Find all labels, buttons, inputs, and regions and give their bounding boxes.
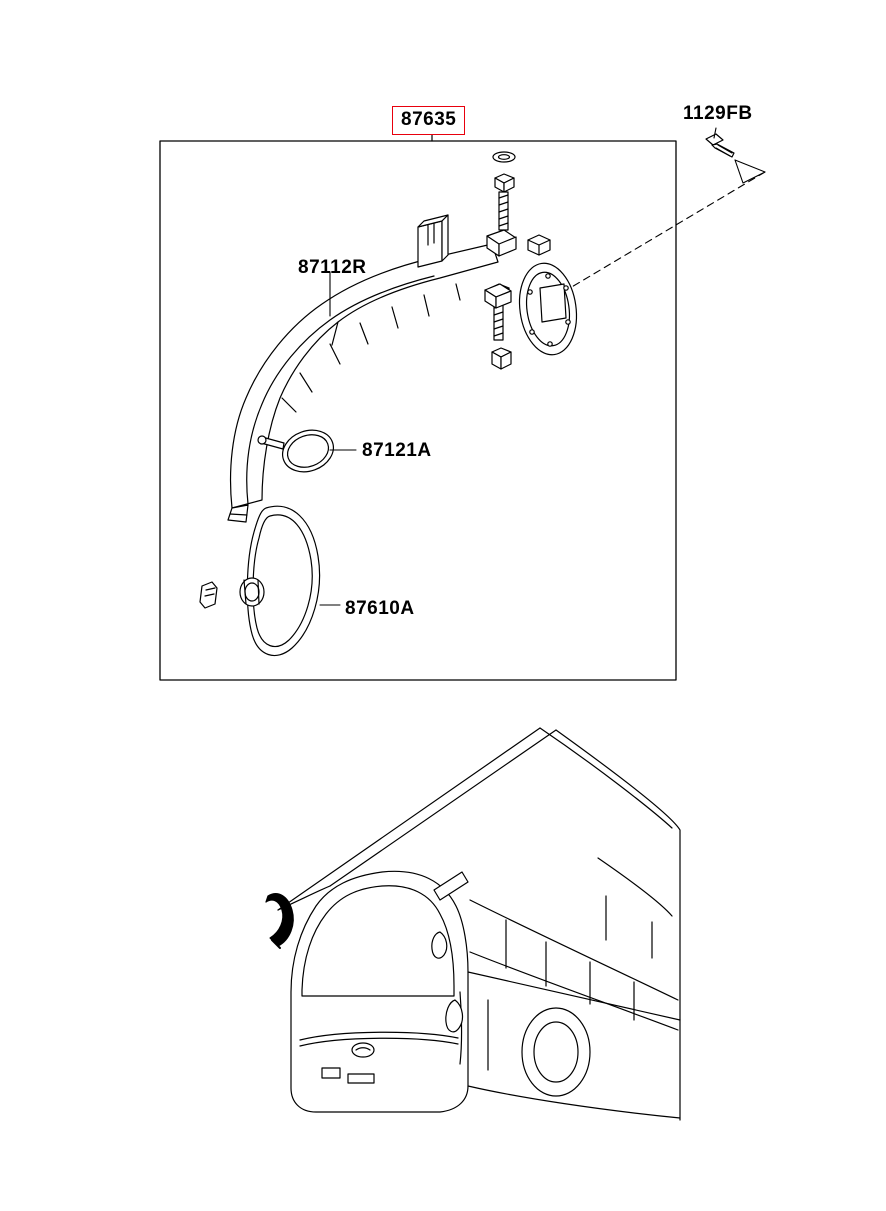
main-panel-frame: [160, 141, 676, 680]
hex-nut: [528, 235, 550, 255]
part-label-87112R[interactable]: 87112R: [298, 257, 367, 278]
part-label-87635[interactable]: 87635: [392, 106, 465, 135]
part-label-87121A[interactable]: 87121A: [362, 440, 432, 461]
assembly-arrow-head: [735, 160, 765, 183]
part-label-87610A[interactable]: 87610A: [345, 598, 415, 619]
bolt-1129FB: [706, 134, 734, 157]
part-label-1129FB[interactable]: 1129FB: [683, 103, 753, 124]
bus-illustration: [266, 728, 680, 1120]
